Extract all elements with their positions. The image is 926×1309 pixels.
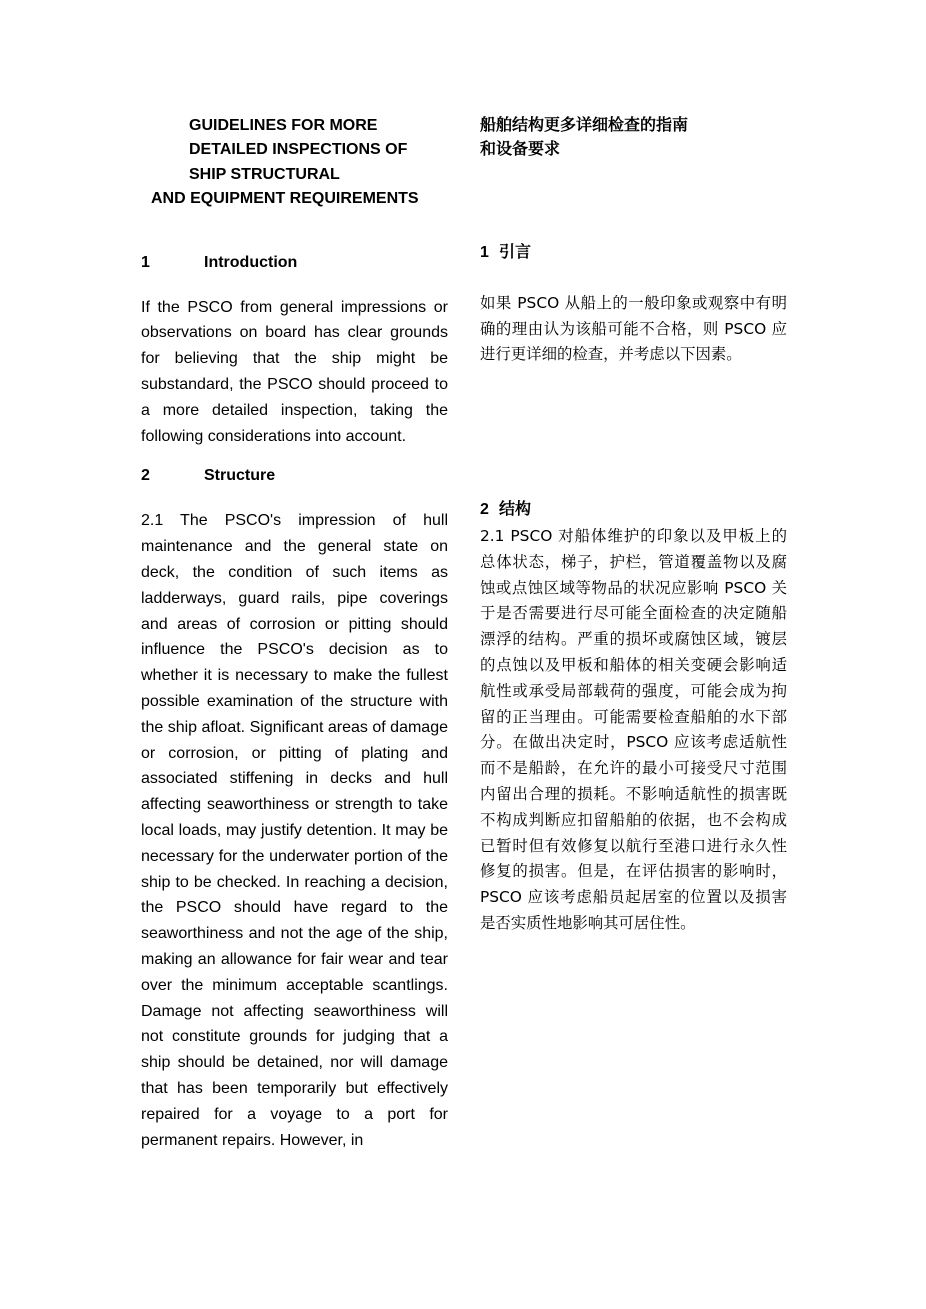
section-heading-structure (141, 465, 448, 487)
title-line: AND EQUIPMENT REQUIREMENTS (151, 190, 419, 208)
section-number: 2 (141, 467, 150, 485)
document-title-chinese (480, 114, 787, 163)
section-title: Introduction (204, 253, 298, 271)
section-number: 1 (141, 253, 150, 271)
section-heading-structure-zh (480, 499, 531, 521)
english-column (141, 114, 448, 1153)
structure-paragraph: 2.1 The PSCO's impression of hull maintenance and the general state on deck, the condition of such items as ladderways, guard rails, pipe coverings and areas of corrosion or pitting should influence the PSCO's decision as to whether it is necessary to make the fullest possible examination of the structure with the ship afloat. Significant areas of damage or corrosion, or pitting of plating and associated stiffening in decks and hull affecting seaworthiness or strength to take local loads, may justify detention. It may be necessary for the underwater portion of the ship to be checked. In reaching a decision, the PSCO should have regard to the seaworthiness and not the age of the ship, making an allowance for fair wear and tear over the minimum acceptable scantlings. Damage not affecting seaworthiness will not constitute grounds for judging that a ship should be detained, nor will damage that has been temporarily but effectively repaired for a voyage to a port for permanent repairs. However, in (141, 512, 448, 1149)
section-title: Structure (204, 467, 276, 485)
title-line: GUIDELINES FOR MORE (189, 117, 378, 134)
section-title: 引言 (499, 243, 532, 261)
section-heading-introduction (141, 252, 448, 274)
section-number: 1 (480, 243, 489, 261)
chinese-column (480, 114, 787, 932)
introduction-paragraph: If the PSCO from general impressions or observations on board has clear grounds for believing that the ship might be substandard, the PSCO should proceed to a more detailed inspection, taking the following considerations into account. (141, 298, 448, 445)
section-heading-introduction-zh (480, 242, 787, 264)
title-line: 和设备要求 (480, 141, 561, 159)
title-line: SHIP STRUCTURAL (189, 165, 340, 183)
title-line: DETAILED INSPECTIONS OF (189, 141, 408, 159)
title-line: 船舶结构更多详细检查的指南 (480, 117, 689, 134)
section-title: 结构 (499, 501, 532, 518)
structure-paragraph-zh: 2.1 PSCO 对船体维护的印象以及甲板上的总体状态，梯子，护栏，管道覆盖物以及腐蚀或点蚀区域等物品的状况应影响 PSCO 关于是否需要进行尽可能全面检查的决定随船漂浮的结构。严重的损坏或腐蚀区域，镀层的点蚀以及甲板和船体的相关变硬会影响适航性或承受局部载荷的强度，可能会成为拘留的正当理由。可能需要检查船舶的水下部分。在做出决定时，PSCO 应该考虑适航性而不是船龄，在允许的最小可接受尺寸范围内留出合理的损耗。不影响适航性的损害既不构成判断应扣留船舶的依据，也不会构成已暂时但有效修复以航行至港口进行永久性修复的损害。但是，在评估损害的影响时，PSCO 应该考虑船员起居室的位置以及损害是否实质性地影响其可居住性。 (480, 527, 787, 932)
document-title-english (141, 114, 448, 212)
introduction-paragraph-zh: 如果 PSCO 从船上的一般印象或观察中有明确的理由认为该船可能不合格，则 PSCO 应进行更详细的检查，并考虑以下因素。 (480, 293, 787, 364)
section-number: 2 (480, 501, 489, 518)
